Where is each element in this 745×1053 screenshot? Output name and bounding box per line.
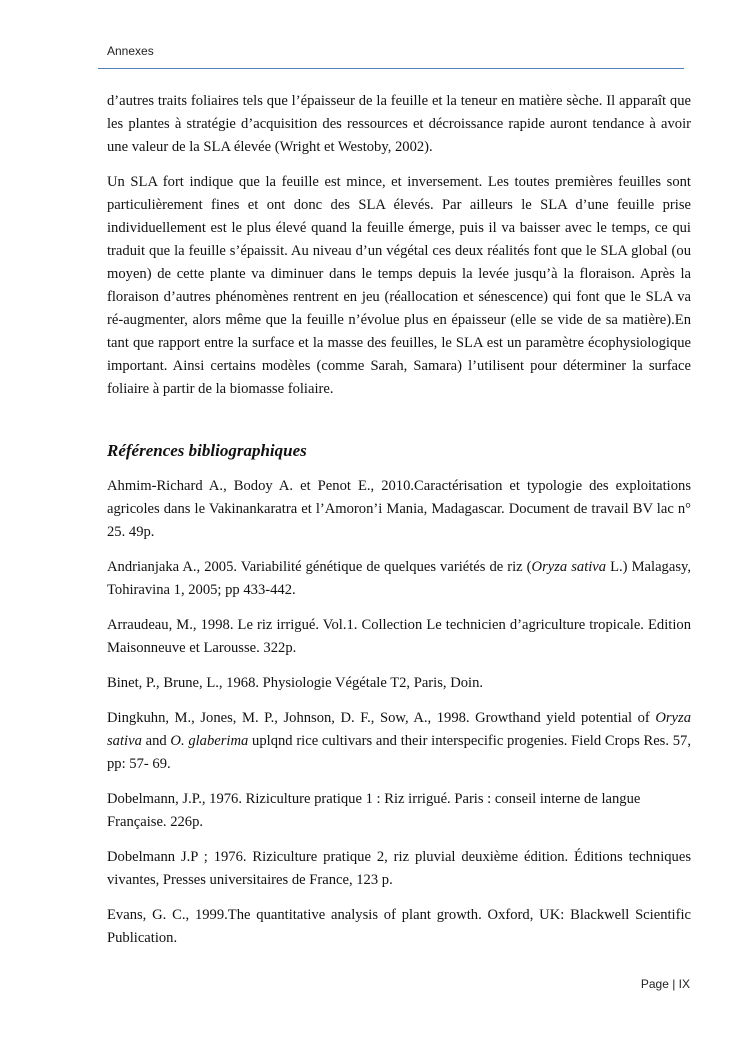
reference-item [107,707,691,776]
reference-text: Française. 226p. [107,814,204,830]
reference-text: Dobelmann J.P ; 1976. Riziculture pratique 2, riz pluvial deuxième édition. Éditions techniques vivantes, Presses universitaires de France, 123 p. [107,849,691,888]
reference-text: Dingkuhn, M., Jones, M. P., Johnson, D. F., Sow, A., 1998. Growthand yield potential of [107,710,656,726]
reference-item [107,904,691,950]
reference-item [107,475,691,544]
reference-text: Dobelmann, J.P., 1976. Riziculture pratique 1 : Riz irrigué. Paris : conseil interne de langue [107,791,641,807]
reference-item [107,672,691,695]
reference-text: Andrianjaka A., 2005. Variabilité génétique de quelques variétés de riz ( [107,559,532,575]
reference-item [107,846,691,892]
paragraph: Un SLA fort indique que la feuille est mince, et inversement. Les toutes premières feuilles sont particulièrement fines et ont donc des SLA élevés. Par ailleurs le SLA d’une feuille prise individuellement est le plus élevé quand la feuille émerge, puis il va baisser avec le temps, ce qui traduit que la feuille s’épaissit. Au niveau d’un végétal ces deux réalités font que le SLA global (ou moyen) de cette plante va diminuer dans le temps depuis la levée jusqu’à la floraison. Après la floraison d’autres phénomènes rentrent en jeu (réallocation et sénescence) qui font que le SLA va ré-augmenter, alors même que la feuille n’évolue plus en épaisseur (elle se vide de sa matière).En tant que rapport entre la surface et la masse des feuilles, le SLA est un paramètre écophysiologique important. Ainsi certains modèles (comme Sarah, Samara) l’utilisent pour déterminer la surface foliaire à partir de la biomasse foliaire. [107,174,691,397]
page-number: Page | IX [640,977,690,991]
reference-text: L.) Malagasy, Tohiravina 1, 2005; pp 433-442. [107,559,691,598]
species-name: O. glaberima [170,733,249,749]
reference-item [107,614,691,660]
reference-item [107,788,691,834]
header-divider [98,68,684,69]
paragraph: d’autres traits foliaires tels que l’épaisseur de la feuille et la teneur en matière sèche. Il apparaît que les plantes à stratégie d’acquisition des ressources et décroissance rapide auront tendance à avoir une valeur de la SLA élevée (Wright et Westoby, 2002). [107,93,691,155]
species-name: Oryza sativa [107,710,691,749]
reference-text: Arraudeau, M., 1998. Le riz irrigué. Vol.1. Collection Le technicien d’agriculture tropicale. Edition Maisonneuve et Larousse. 322p. [107,617,691,656]
reference-text: Ahmim-Richard A., Bodoy A. et Penot E., 2010.Caractérisation et typologie des exploitations agricoles dans le Vakinankaratra et l’Amoron’i Mania, Madagascar. Document de travail BV lac n° 25. 49p. [107,478,691,540]
reference-item [107,556,691,602]
reference-text: Evans, G. C., 1999.The quantitative analysis of plant growth. Oxford, UK: Blackwell Scientific Publication. [107,907,691,946]
page-body [107,90,691,962]
reference-text: uplqnd rice cultivars and their interspecific progenies. Field Crops Res. 57, pp: 57- 69. [107,733,691,772]
running-header: Annexes [107,44,154,58]
reference-text: and [141,733,171,749]
section-heading: Références bibliographiques [107,441,307,460]
reference-text: Binet, P., Brune, L., 1968. Physiologie Végétale T2, Paris, Doin. [107,675,484,691]
species-name: Oryza sativa [531,559,607,575]
